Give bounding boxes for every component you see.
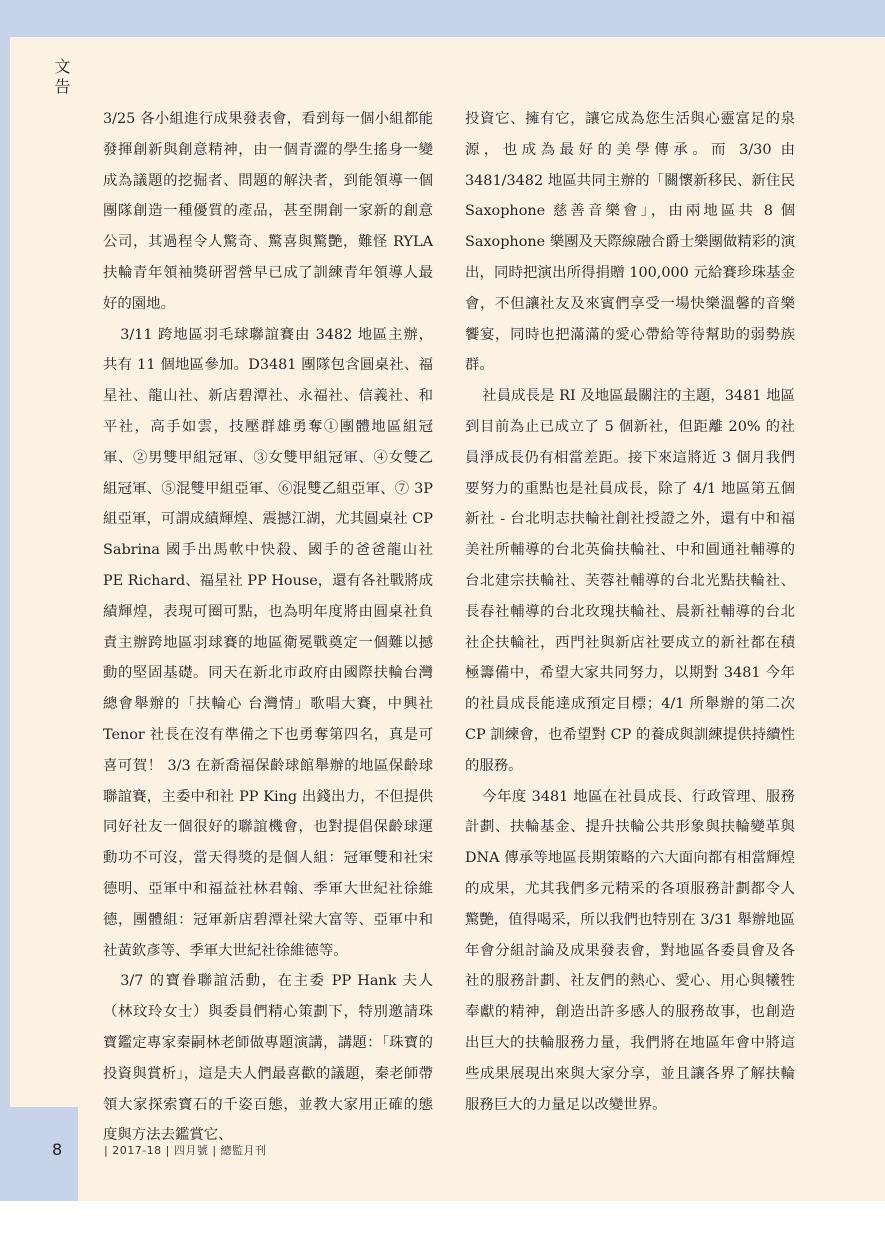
- right-paragraph-1: 投資它、擁有它，讓它成為您生活與心靈富足的泉源，也成為最好的美學傳承。而 3/30 由 3481/3482 地區共同主辦的「關懷新移民、新住民 Saxophone 慈善音樂會」，由兩地區共 8 個 Saxophone 樂團及天際線融合爵士樂團做精彩的演出，同時把演出所得捐贈 100,000 元給賽珍珠基金會，不但讓社友及來賓們享受一場快樂溫馨的音樂饗宴，同時也把滿滿的愛心帶給等待幫助的弱勢族群。: [465, 111, 795, 374]
- header-band: [0, 0, 885, 37]
- section-label: 文告: [52, 58, 71, 98]
- left-paragraph-2: 3/11 跨地區羽毛球聯誼賽由 3482 地區主辦，共有 11 個地區參加。D3481 團隊包含圓桌社、福星社、龍山社、新店碧潭社、永福社、信義社、和平社，高手如雲，技壓群雄勇奪①團體地區組冠軍、②男雙甲組冠軍、③女雙甲組冠軍、④女雙乙組冠軍、⑤混雙甲組亞軍、⑥混雙乙組亞軍、⑦ 3P 組亞軍，可謂成績輝煌、震撼江湖，尤其圓桌社 CP Sabrina 國手出馬軟中快殺、國手的爸爸龍山社 PE Richard、福星社 PP House，還有各社戰將成績輝煌，表現可圈可點，也為明年度將由圓桌社負責主辦跨地區羽球賽的地區衛冕戰奠定一個難以撼動的堅固基礎。同天在新北市政府由國際扶輪台灣總會舉辦的「扶輪心 台灣情」歌唱大賽，中興社 Tenor 社長在沒有準備之下也勇奪第四名，真是可喜可賀！ 3/3 在新喬福保齡球館舉辦的地區保齡球聯誼賽，主委中和社 PP King 出錢出力，不但提供同好社友一個很好的聯誼機會，也對提倡保齡球運動功不可沒，當天得獎的是個人組：冠軍雙和社宋德明、亞軍中和福益社林君翰、季軍大世紀社徐維德，團體組：冠軍新店碧潭社梁大富等、亞軍中和社黃欽彥等、季軍大世紀社徐維德等。: [103, 326, 433, 959]
- right-paragraph-2: 社員成長是 RI 及地區最關注的主題，3481 地區到目前為止已成立了 5 個新社，但距離 20% 的社員淨成長仍有相當差距。接下來這將近 3 個月我們要努力的重點也是社員成長，除了 4/1 地區第五個新社 - 台北明志扶輪社創社授證之外，還有中和福美社所輔導的台北英倫扶輪社、中和圓通社輔導的台北建宗扶輪社、芙蓉社輔導的台北光點扶輪社、長春社輔導的台北玫瑰扶輪社、晨新社輔導的台北社企扶輪社，西門社與新店社要成立的新社都在積極籌備中，希望大家共同努力，以期對 3481 今年的社員成長能達成預定目標；4/1 所舉辦的第二次 CP 訓練會，也希望對 CP 的養成與訓練提供持續性的服務。: [465, 388, 795, 774]
- footer-band: [10, 1107, 78, 1201]
- right-column: [465, 104, 795, 1120]
- right-paragraph-3: 今年度 3481 地區在社員成長、行政管理、服務計劃、扶輪基金、提升扶輪公共形象與扶輪變革與 DNA 傳承等地區長期策略的六大面向都有相當輝煌的成果，尤其我們多元精采的各項服務計劃都令人驚艷，值得喝采，所以我們也特別在 3/31 舉辦地區年會分組討論及成果發表會，對地區各委員會及各社的服務計劃、社友們的熱心、愛心、用心與犧牲奉獻的精神，創造出許多感人的服務故事，也創造出巨大的扶輪服務力量，我們將在地區年會中將這些成果展現出來與大家分享，並且讓各界了解扶輪服務巨大的力量足以改變世界。: [465, 788, 795, 1113]
- page-number: 8: [52, 1140, 63, 1159]
- footer-text: | 2017-18 | 四月號 | 總監月刊: [104, 1144, 267, 1157]
- left-paragraph-3: 3/7 的寶眷聯誼活動，在主委 PP Hank 夫人（林玟玲女士）與委員們精心策劃下，特別邀請珠寶鑑定專家秦嗣林老師做專題演講，講題：「珠寶的投資與賞析」，這是夫人們最喜歡的議題，秦老師帶領大家探索寶石的千姿百態，並教大家用正確的態度與方法去鑑賞它、: [103, 973, 433, 1144]
- left-column: [103, 104, 433, 1151]
- left-paragraph-1: 3/25 各小組進行成果發表會，看到每一個小組都能發揮創新與創意精神，由一個青澀的學生搖身一變成為議題的挖掘者、問題的解決者，到能領導一個團隊創造一種優質的產品，甚至開創一家新的創意公司，其過程令人驚奇、驚喜與驚艷，難怪 RYLA 扶輪青年領袖獎研習營早已成了訓練青年領導人最好的園地。: [103, 111, 433, 312]
- margin-paper: [10, 37, 78, 1107]
